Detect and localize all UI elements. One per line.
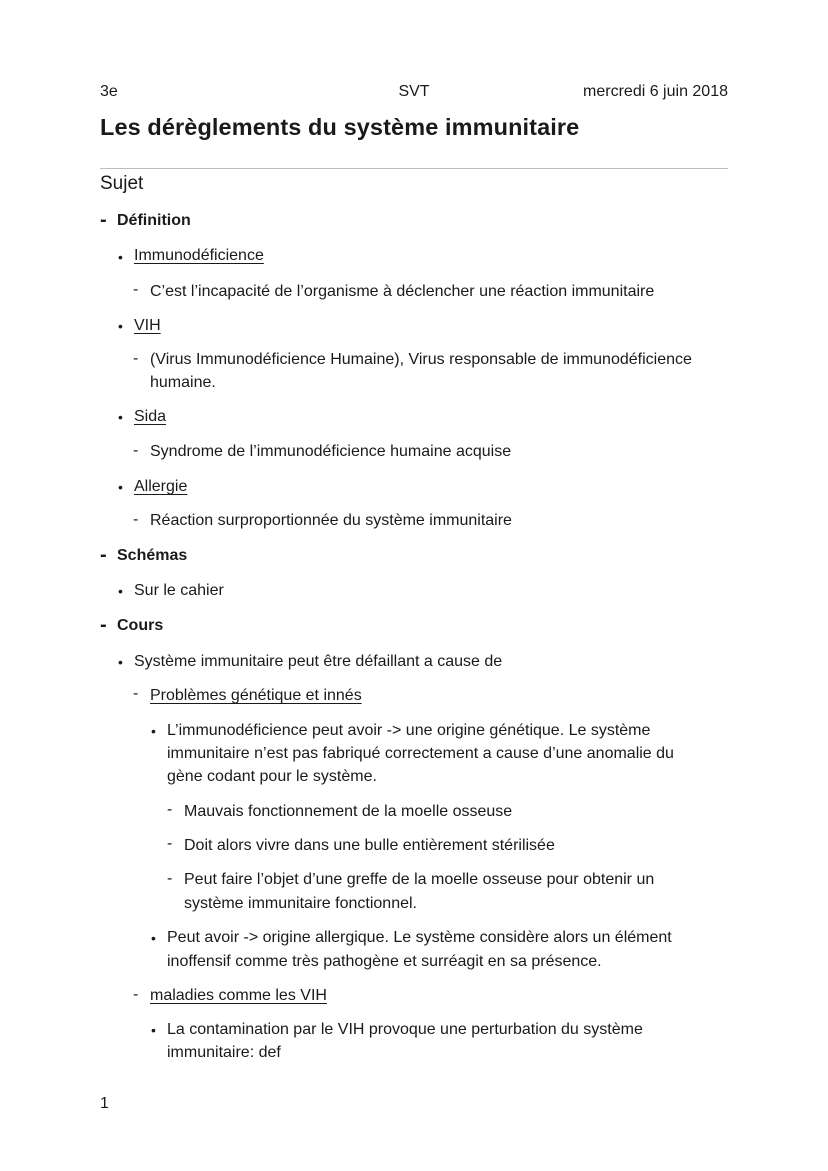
bullet: • bbox=[151, 1022, 156, 1038]
cours-detail: Mauvais fonctionnement de la moelle osseuse bbox=[184, 803, 513, 820]
definition-text: (Virus Immunodéficience Humaine), Virus responsable de immunodéficience bbox=[150, 351, 692, 368]
page-number: 1 bbox=[100, 1095, 109, 1112]
cours-detail: Peut faire l’objet d’une greffe de la moelle osseuse pour obtenir un bbox=[184, 871, 655, 888]
heading-dash: - bbox=[100, 614, 107, 636]
definition-text: C’est l’incapacité de l’organisme à déclencher une réaction immunitaire bbox=[150, 283, 655, 300]
schemas-item: Sur le cahier bbox=[134, 582, 224, 599]
bullet: • bbox=[118, 249, 123, 265]
sub-dash: - bbox=[133, 986, 139, 1003]
grade-label: 3e bbox=[100, 83, 118, 100]
cours-point: gène codant pour le système. bbox=[167, 768, 377, 785]
cours-detail: Doit alors vivre dans une bulle entièrement stérilisée bbox=[184, 837, 555, 854]
cours-point: La contamination par le VIH provoque une perturbation du système bbox=[167, 1021, 643, 1038]
cours-intro: Système immunitaire peut être défaillant a cause de bbox=[134, 653, 503, 670]
cours-sub2-title: maladies comme les VIH bbox=[150, 987, 327, 1004]
bullet: • bbox=[118, 479, 123, 495]
divider bbox=[100, 168, 728, 169]
sub-dash: - bbox=[133, 350, 139, 367]
cours-point: L’immunodéficience peut avoir -> une origine génétique. Le système bbox=[167, 722, 651, 739]
cours-detail: système immunitaire fonctionnel. bbox=[184, 895, 417, 912]
cours-point: inoffensif comme très pathogène et surréagit en sa présence. bbox=[167, 953, 602, 970]
definition-text: Syndrome de l’immunodéficience humaine acquise bbox=[150, 443, 512, 460]
term-vih: VIH bbox=[134, 317, 161, 334]
cours-point: immunitaire: def bbox=[167, 1044, 281, 1061]
section-heading: Sujet bbox=[100, 173, 144, 194]
cours-point: immunitaire n’est pas fabriqué correctement a cause d’une anomalie du bbox=[167, 745, 674, 762]
term-immunodeficience: Immunodéficience bbox=[134, 247, 264, 264]
cours-sub1-title: Problèmes génétique et innés bbox=[150, 687, 362, 704]
term-allergie: Allergie bbox=[134, 478, 188, 495]
sub-dash: - bbox=[167, 870, 173, 887]
sub-dash: - bbox=[167, 801, 173, 818]
cours-heading: Cours bbox=[117, 617, 164, 634]
sub-dash: - bbox=[133, 685, 139, 702]
bullet: • bbox=[118, 318, 123, 334]
bullet: • bbox=[118, 583, 123, 599]
bullet: • bbox=[118, 654, 123, 670]
page-title: Les dérèglements du système immunitaire bbox=[100, 114, 580, 140]
heading-dash: - bbox=[100, 544, 107, 566]
bullet: • bbox=[118, 409, 123, 425]
cours-point: Peut avoir -> origine allergique. Le système considère alors un élément bbox=[167, 929, 672, 946]
sub-dash: - bbox=[133, 511, 139, 528]
page-header bbox=[100, 83, 728, 105]
bullet: • bbox=[151, 723, 156, 739]
date-label: mercredi 6 juin 2018 bbox=[583, 83, 728, 100]
definition-heading: Définition bbox=[117, 212, 191, 229]
definition-text: humaine. bbox=[150, 374, 216, 391]
bullet: • bbox=[151, 930, 156, 946]
definition-text: Réaction surproportionnée du système immunitaire bbox=[150, 512, 512, 529]
schemas-heading: Schémas bbox=[117, 547, 188, 564]
heading-dash: - bbox=[100, 209, 107, 231]
sub-dash: - bbox=[133, 442, 139, 459]
term-sida: Sida bbox=[134, 408, 167, 425]
sub-dash: - bbox=[133, 281, 139, 298]
subject-label: SVT bbox=[398, 83, 430, 100]
sub-dash: - bbox=[167, 835, 173, 852]
